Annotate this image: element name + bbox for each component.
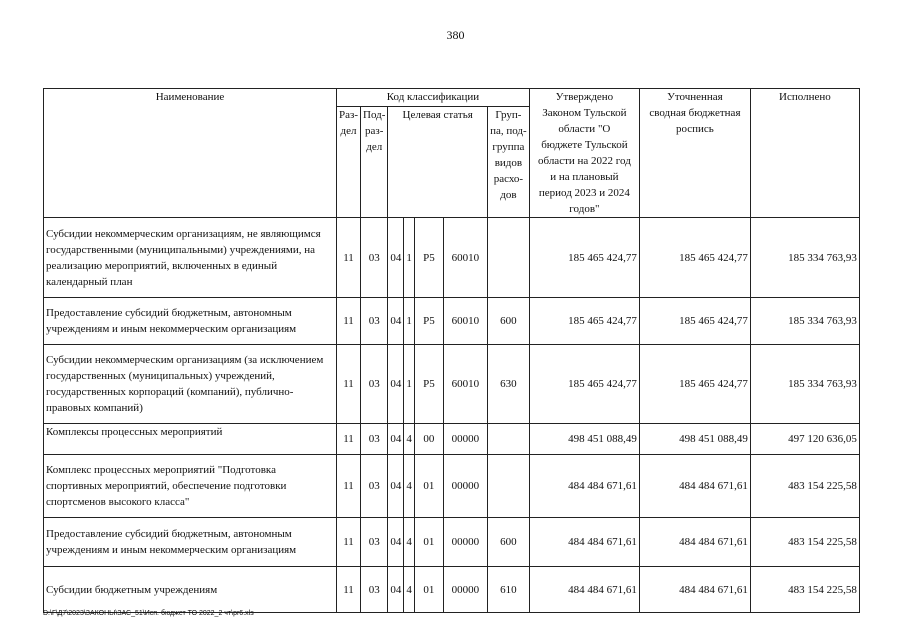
- row-refined: 484 484 671,61: [639, 455, 750, 518]
- row-target-3: P5: [414, 298, 443, 345]
- row-refined: 185 465 424,77: [639, 345, 750, 424]
- row-target-1: 04: [388, 455, 404, 518]
- row-section: 11: [337, 298, 361, 345]
- row-target-4: 00000: [443, 518, 487, 567]
- row-target-2: 4: [404, 424, 415, 455]
- header-code: Код классификации: [337, 89, 530, 107]
- row-executed: 185 334 763,93: [750, 345, 859, 424]
- row-approved: 484 484 671,61: [529, 455, 639, 518]
- row-target-1: 04: [388, 298, 404, 345]
- row-target-4: 60010: [443, 298, 487, 345]
- row-executed: 483 154 225,58: [750, 518, 859, 567]
- row-target-3: 00: [414, 424, 443, 455]
- header-refined: Уточненная сводная бюджетная роспись: [639, 89, 750, 218]
- row-target-4: 60010: [443, 218, 487, 298]
- row-subsection: 03: [361, 455, 388, 518]
- row-target-3: 01: [414, 567, 443, 613]
- table-body: [44, 218, 860, 613]
- row-group: 630: [487, 345, 529, 424]
- row-executed: 483 154 225,58: [750, 567, 859, 613]
- table-row: [44, 218, 860, 298]
- row-refined: 484 484 671,61: [639, 518, 750, 567]
- row-group: 600: [487, 298, 529, 345]
- page-number: 380: [446, 28, 465, 42]
- row-group: 610: [487, 567, 529, 613]
- row-subsection: 03: [361, 345, 388, 424]
- row-group: 600: [487, 518, 529, 567]
- row-target-1: 04: [388, 218, 404, 298]
- row-name: Предоставление субсидий бюджетным, автономным учреждениям и иным некоммерческим организациям: [44, 298, 337, 345]
- row-section: 11: [337, 345, 361, 424]
- row-target-2: 1: [404, 298, 415, 345]
- row-subsection: 03: [361, 298, 388, 345]
- row-executed: 483 154 225,58: [750, 455, 859, 518]
- row-refined: 498 451 088,49: [639, 424, 750, 455]
- row-approved: 484 484 671,61: [529, 518, 639, 567]
- row-target-1: 04: [388, 424, 404, 455]
- row-subsection: 03: [361, 424, 388, 455]
- row-target-2: 1: [404, 218, 415, 298]
- budget-table: [43, 88, 860, 613]
- header-approved: Утверждено Законом Тульской области "О бюджете Тульской области на 2022 год и на плановый период 2023 и 2024 годов": [529, 89, 639, 218]
- header-section: Раз- дел: [337, 106, 361, 217]
- table-row: [44, 455, 860, 518]
- row-executed: 185 334 763,93: [750, 298, 859, 345]
- row-target-3: P5: [414, 345, 443, 424]
- table-row: [44, 298, 860, 345]
- table-row: [44, 518, 860, 567]
- header-subsection: Под- раз- дел: [361, 106, 388, 217]
- header-row-1: [44, 89, 860, 107]
- row-target-3: P5: [414, 218, 443, 298]
- row-section: 11: [337, 424, 361, 455]
- row-target-1: 04: [388, 518, 404, 567]
- row-group: [487, 455, 529, 518]
- table-row: [44, 345, 860, 424]
- row-name: Предоставление субсидий бюджетным, автономным учреждениям и иным некоммерческим организациям: [44, 518, 337, 567]
- row-target-2: 4: [404, 518, 415, 567]
- row-target-1: 04: [388, 567, 404, 613]
- row-target-4: 00000: [443, 424, 487, 455]
- header-executed: Исполнено: [750, 89, 859, 218]
- header-target: Целевая статья: [388, 106, 488, 217]
- header-group: Груп- па, под- группа видов расхо- дов: [487, 106, 529, 217]
- row-section: 11: [337, 518, 361, 567]
- row-target-3: 01: [414, 518, 443, 567]
- table-row: [44, 567, 860, 613]
- row-target-2: 1: [404, 345, 415, 424]
- row-approved: 498 451 088,49: [529, 424, 639, 455]
- row-name: Субсидии некоммерческим организациям, не являющимся государственными (муниципальными) учреждениями, на реализацию мероприятий, включенных в единый календарный план: [44, 218, 337, 298]
- row-target-2: 4: [404, 567, 415, 613]
- row-target-4: 60010: [443, 345, 487, 424]
- row-group: [487, 424, 529, 455]
- row-section: 11: [337, 218, 361, 298]
- row-executed: 185 334 763,93: [750, 218, 859, 298]
- file-path: D:\Г\Д7\2023\ЗАКОНЫ\ЗАС_51\Исп. бюджет ТО 2022_2 чт\pr6.xls: [43, 610, 254, 617]
- row-target-1: 04: [388, 345, 404, 424]
- row-name: Субсидии бюджетным учреждениям: [44, 567, 337, 613]
- row-refined: 484 484 671,61: [639, 567, 750, 613]
- row-approved: 185 465 424,77: [529, 345, 639, 424]
- row-group: [487, 218, 529, 298]
- row-section: 11: [337, 455, 361, 518]
- row-approved: 484 484 671,61: [529, 567, 639, 613]
- row-refined: 185 465 424,77: [639, 218, 750, 298]
- row-section: 11: [337, 567, 361, 613]
- row-approved: 185 465 424,77: [529, 218, 639, 298]
- row-subsection: 03: [361, 218, 388, 298]
- header-name: Наименование: [44, 89, 337, 218]
- row-subsection: 03: [361, 567, 388, 613]
- row-executed: 497 120 636,05: [750, 424, 859, 455]
- row-target-4: 00000: [443, 567, 487, 613]
- row-name: Субсидии некоммерческим организациям (за исключением государственных (муниципальных) учреждений, государственных корпораций (компаний), публично-правовых компаний): [44, 345, 337, 424]
- row-name: Комплексы процессных мероприятий: [44, 424, 337, 455]
- row-approved: 185 465 424,77: [529, 298, 639, 345]
- row-refined: 185 465 424,77: [639, 298, 750, 345]
- row-name: Комплекс процессных мероприятий "Подготовка спортивных мероприятий, обеспечение подготовки спортсменов высокого класса": [44, 455, 337, 518]
- row-target-3: 01: [414, 455, 443, 518]
- row-target-2: 4: [404, 455, 415, 518]
- table-row: [44, 424, 860, 455]
- row-subsection: 03: [361, 518, 388, 567]
- row-target-4: 00000: [443, 455, 487, 518]
